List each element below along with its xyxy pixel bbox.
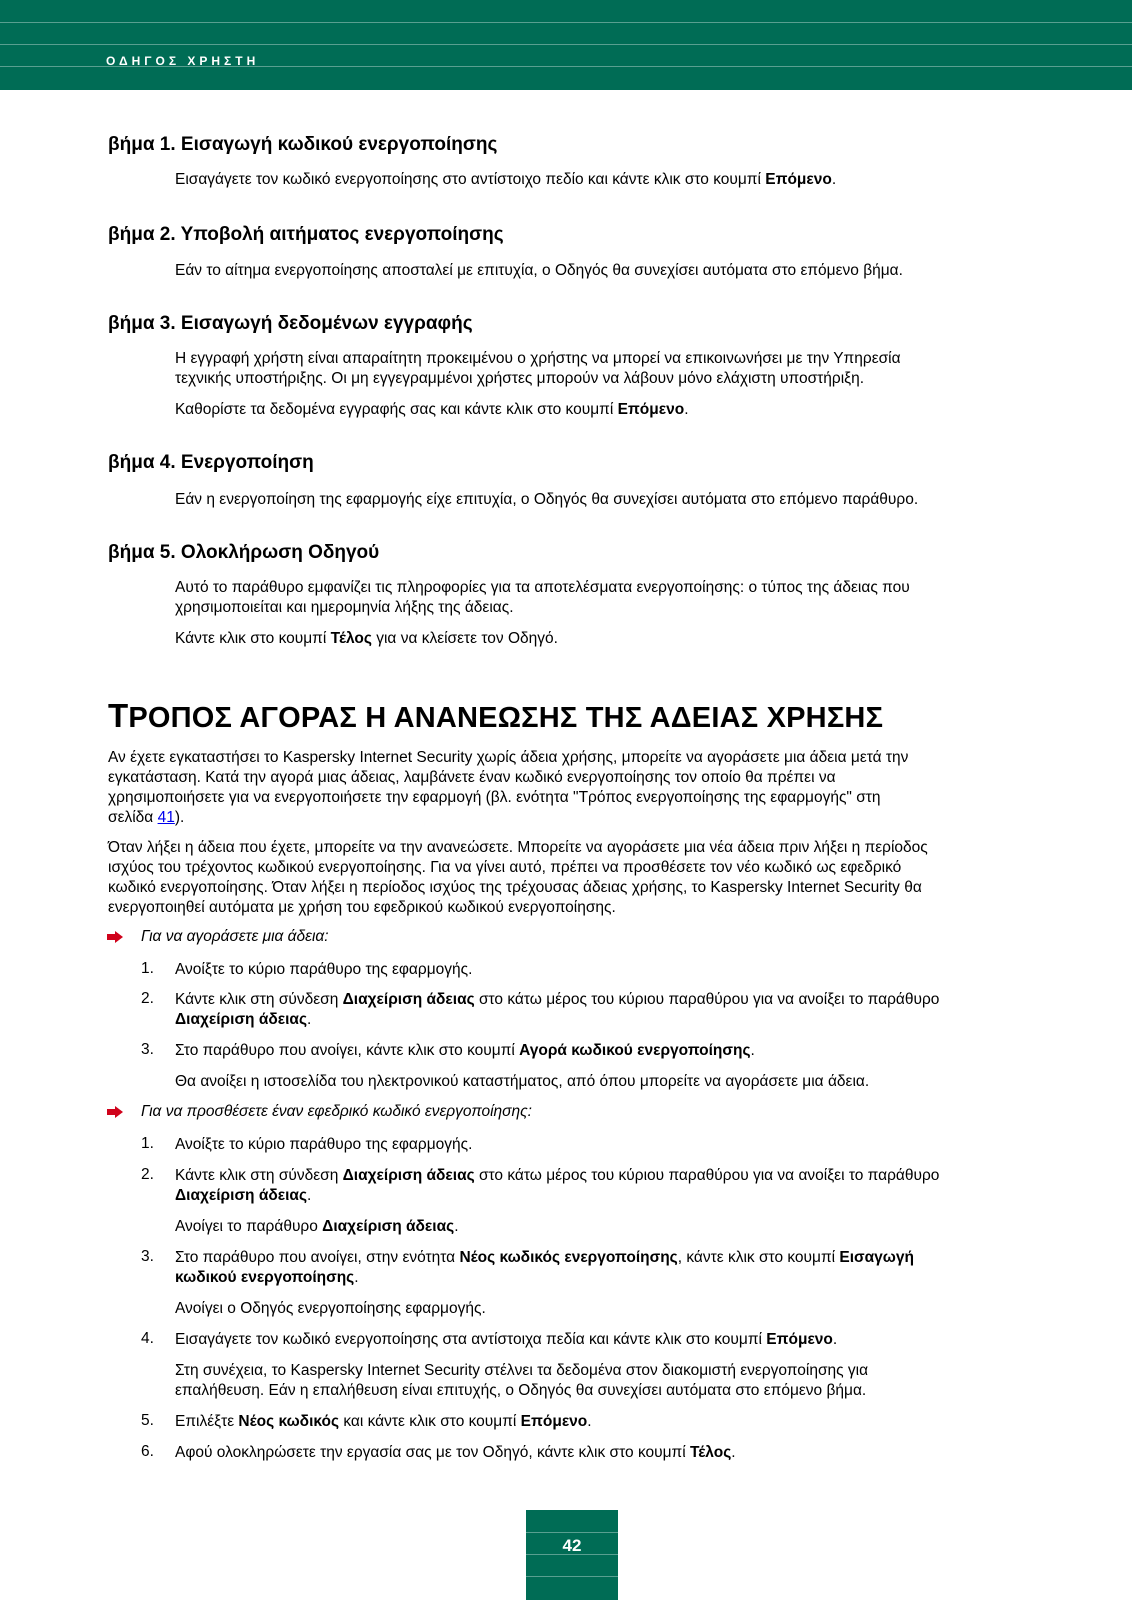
step-2-heading: βήμα 2. Υποβολή αιτήματος ενεργοποίησης <box>108 224 504 245</box>
intro-line-4: σελίδα 41). <box>108 809 185 826</box>
header-stripe <box>0 44 1132 45</box>
document-title: ΟΔΗΓΟΣ ΧΡΗΣΤΗ <box>106 54 260 68</box>
step-3-text-line2: τεχνικής υποστήριξης. Οι μη εγγεγραμμένοι χρήστες μπορούν να λάβουν μόνο ελάχιστη υποστήριξη. <box>175 370 865 387</box>
proc2-item-3-line2: κωδικού ενεργοποίησης. <box>175 1269 359 1286</box>
procedure-1-title: Για να αγοράσετε μια άδεια: <box>141 928 329 945</box>
proc2-item-4-note-line2: επαλήθευση. Εάν η επαλήθευση είναι επιτυχής, ο Οδηγός θα συνεχίσει αυτόματα στο επόμενο βήμα. <box>175 1382 867 1399</box>
step-5-text-line2: χρησιμοποιείται και ημερομηνία λήξης της άδειας. <box>175 599 514 616</box>
step-1-text: Εισαγάγετε τον κωδικό ενεργοποίησης στο αντίστοιχο πεδίο και κάντε κλικ στο κουμπί Επόμενο. <box>175 171 837 188</box>
list-number: 2. <box>141 1166 154 1183</box>
procedure-arrow-icon <box>107 931 123 943</box>
page-reference-link[interactable]: 41 <box>157 809 175 826</box>
renew-line-2: ισχύος του τρέχοντος κωδικού ενεργοποίησης. Για να γίνει αυτό, πρέπει να προσθέσετε τον νέο κωδικό ως εφεδρικό <box>108 859 902 876</box>
procedure-2-title: Για να προσθέσετε έναν εφεδρικό κωδικό ενεργοποίησης: <box>141 1103 532 1120</box>
renew-line-1: Όταν λήξει η άδεια που έχετε, μπορείτε να την ανανεώσετε. Μπορείτε να αγοράσετε μια νέα άδεια πριν λήξει η περίοδος <box>108 839 928 856</box>
header-stripe <box>0 22 1132 23</box>
step-5-text-line1: Αυτό το παράθυρο εμφανίζει τις πληροφορίες για τα αποτελέσματα ενεργοποίησης: ο τύπος της άδειας που <box>175 579 910 596</box>
proc2-item-4-note-line1: Στη συνέχεια, το Kaspersky Internet Security στέλνει τα δεδομένα στον διακομιστή ενεργοποίησης για <box>175 1362 869 1379</box>
step-3-instruction: Καθορίστε τα δεδομένα εγγραφής σας και κάντε κλικ στο κουμπί Επόμενο. <box>175 401 689 418</box>
proc2-item-6: Αφού ολοκληρώσετε την εργασία σας με τον Οδηγό, κάντε κλικ στο κουμπί Τέλος. <box>175 1444 736 1461</box>
intro-line-1: Αν έχετε εγκαταστήσει το Kaspersky Internet Security χωρίς άδεια χρήσης, μπορείτε να αγοράσετε μια άδεια μετά την <box>108 749 909 766</box>
step-2-text: Εάν το αίτημα ενεργοποίησης αποσταλεί με επιτυχία, ο Οδηγός θα συνεχίσει αυτόματα στο επόμενο βήμα. <box>175 262 903 279</box>
list-number: 1. <box>141 960 154 977</box>
step-5-instruction: Κάντε κλικ στο κουμπί Τέλος για να κλείσετε τον Οδηγό. <box>175 630 558 647</box>
step-5-heading: βήμα 5. Ολοκλήρωση Οδηγού <box>108 542 380 563</box>
proc1-item-2-line2: Διαχείριση άδειας. <box>175 1011 312 1028</box>
proc1-item-3-note: Θα ανοίξει η ιστοσελίδα του ηλεκτρονικού καταστήματος, από όπου μπορείτε να αγοράσετε μια άδεια. <box>175 1073 870 1090</box>
list-number: 6. <box>141 1443 154 1460</box>
page-number-box <box>526 1510 618 1600</box>
proc2-item-2-line2: Διαχείριση άδειας. <box>175 1187 312 1204</box>
proc1-item-2-line1: Κάντε κλικ στη σύνδεση Διαχείριση άδειας στο κάτω μέρος του κύριου παραθύρου για να ανοίξει το παράθυρο <box>175 991 940 1008</box>
renew-line-4: ενεργοποιηθεί αυτόματα με χρήση του εφεδρικού κωδικού ενεργοποίησης. <box>108 899 616 916</box>
list-number: 3. <box>141 1041 154 1058</box>
step-3-text-line1: Η εγγραφή χρήστη είναι απαραίτητη προκειμένου ο χρήστης να μπορεί να επικοινωνήσει με την Υπηρεσία <box>175 350 901 367</box>
list-number: 1. <box>141 1135 154 1152</box>
intro-line-3: χρησιμοποιήσετε για να ενεργοποιήσετε την εφαρμογή (βλ. ενότητα "Τρόπος ενεργοποίησης της εφαρμογής" στη <box>108 789 881 806</box>
list-number: 4. <box>141 1330 154 1347</box>
proc1-item-3: Στο παράθυρο που ανοίγει, κάντε κλικ στο κουμπί Αγορά κωδικού ενεργοποίησης. <box>175 1042 755 1059</box>
footer-stripe <box>526 1576 618 1577</box>
proc2-item-3-note: Ανοίγει ο Οδηγός ενεργοποίησης εφαρμογής. <box>175 1300 486 1317</box>
renew-line-3: κωδικό ενεργοποίησης. Όταν λήξει η περίοδος ισχύος της τρέχουσας άδειας χρήσης, το Kaspersky Internet Security θα <box>108 879 922 896</box>
list-number: 5. <box>141 1412 154 1429</box>
step-3-heading: βήμα 3. Εισαγωγή δεδομένων εγγραφής <box>108 313 473 334</box>
proc2-item-2-note: Ανοίγει το παράθυρο Διαχείριση άδειας. <box>175 1218 459 1235</box>
step-4-text: Εάν η ενεργοποίηση της εφαρμογής είχε επιτυχία, ο Οδηγός θα συνεχίσει αυτόματα στο επόμενο παράθυρο. <box>175 491 919 508</box>
proc2-item-3-line1: Στο παράθυρο που ανοίγει, στην ενότητα Νέος κωδικός ενεργοποίησης, κάντε κλικ στο κουμπί Εισαγωγή <box>175 1249 914 1266</box>
header-bar <box>0 0 1132 90</box>
list-number: 2. <box>141 990 154 1007</box>
procedure-arrow-icon <box>107 1106 123 1118</box>
step-4-heading: βήμα 4. Ενεργοποίηση <box>108 452 314 473</box>
proc1-item-1: Ανοίξτε το κύριο παράθυρο της εφαρμογής. <box>175 961 473 978</box>
intro-line-2: εγκατάσταση. Κατά την αγορά μιας άδειας, λαμβάνετε έναν κωδικό ενεργοποίησης τον οποίο θα πρέπει να <box>108 769 836 786</box>
footer-stripe <box>526 1532 618 1533</box>
section-title: ΤΡΟΠΟΣ ΑΓΟΡΑΣ Η ΑΝΑΝΕΩΣΗΣ ΤΗΣ ΑΔΕΙΑΣ ΧΡΗΣΗΣ <box>108 697 884 734</box>
proc2-item-2-line1: Κάντε κλικ στη σύνδεση Διαχείριση άδειας στο κάτω μέρος του κύριου παραθύρου για να ανοίξει το παράθυρο <box>175 1167 940 1184</box>
step-1-heading: βήμα 1. Εισαγωγή κωδικού ενεργοποίησης <box>108 134 498 155</box>
proc2-item-5: Επιλέξτε Νέος κωδικός και κάντε κλικ στο κουμπί Επόμενο. <box>175 1413 592 1430</box>
proc2-item-1: Ανοίξτε το κύριο παράθυρο της εφαρμογής. <box>175 1136 473 1153</box>
list-number: 3. <box>141 1248 154 1265</box>
page-number: 42 <box>562 1536 582 1555</box>
proc2-item-4: Εισαγάγετε τον κωδικό ενεργοποίησης στα αντίστοιχα πεδία και κάντε κλικ στο κουμπί Επόμενο. <box>175 1331 838 1348</box>
